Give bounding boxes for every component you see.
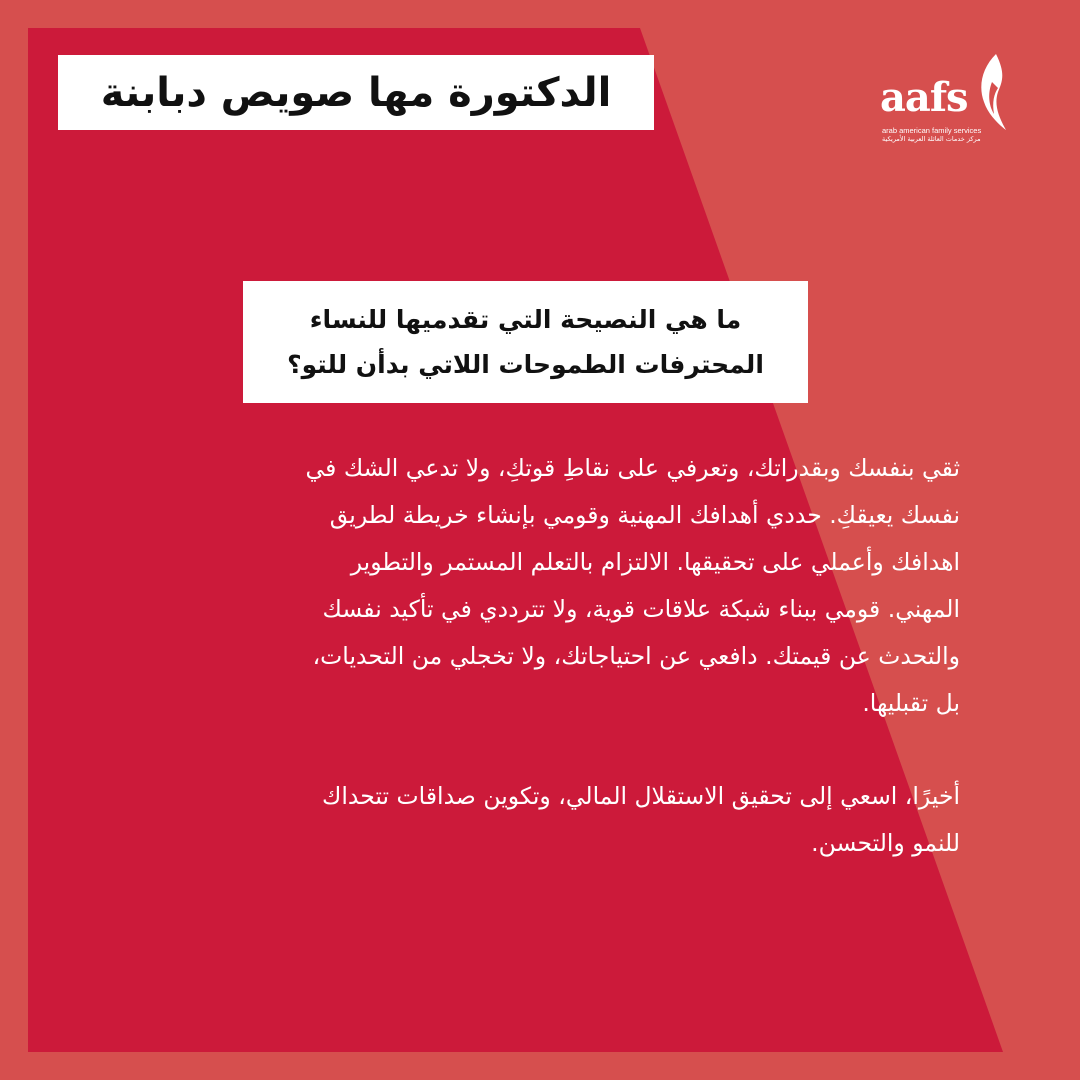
name-banner (58, 55, 654, 130)
answer-line: اهدافك وأعملي على تحقيقها. الالتزام بالتعلم المستمر والتطوير (350, 548, 960, 576)
question-line-2: المحترفات الطموحات اللاتي بدأن للتو؟ (287, 350, 764, 379)
flame-face-icon (976, 52, 1010, 132)
answer-line: نفسك يعيقكِ. حددي أهدافك المهنية وقومي بإنشاء خريطة لطريق (329, 501, 960, 529)
aafs-logo (880, 52, 1020, 147)
question-line-1: ما هي النصيحة التي تقدميها للنساء (309, 305, 742, 334)
answer-line: ثقي بنفسك وبقدراتك، وتعرفي على نقاطِ قوتكِ، ولا تدعي الشك في (305, 454, 960, 482)
question-box (243, 281, 808, 403)
answer-line: للنمو والتحسن. (811, 829, 960, 857)
answer-line: أخيرًا، اسعي إلى تحقيق الاستقلال المالي، وتكوين صداقات تتحداك (322, 782, 960, 810)
answer-line: المهني. قومي ببناء شبكة علاقات قوية، ولا تترددي في تأكيد نفسك (322, 595, 960, 623)
logo-subtitle-english: arab american family services (882, 126, 982, 135)
answer-line: والتحدث عن قيمتك. دافعي عن احتياجاتك، ولا تخجلي من التحديات، (312, 642, 960, 670)
doctor-name: الدكتورة مها صويص دبابنة (100, 69, 612, 116)
logo-subtitle-arabic: مركز خدمات العائلة العربية الأمريكية (882, 135, 981, 143)
answer-text (115, 445, 960, 867)
logo-wordmark: aafs (880, 74, 968, 121)
answer-line: بل تقبليها. (862, 689, 960, 717)
paragraph-gap (115, 727, 960, 773)
